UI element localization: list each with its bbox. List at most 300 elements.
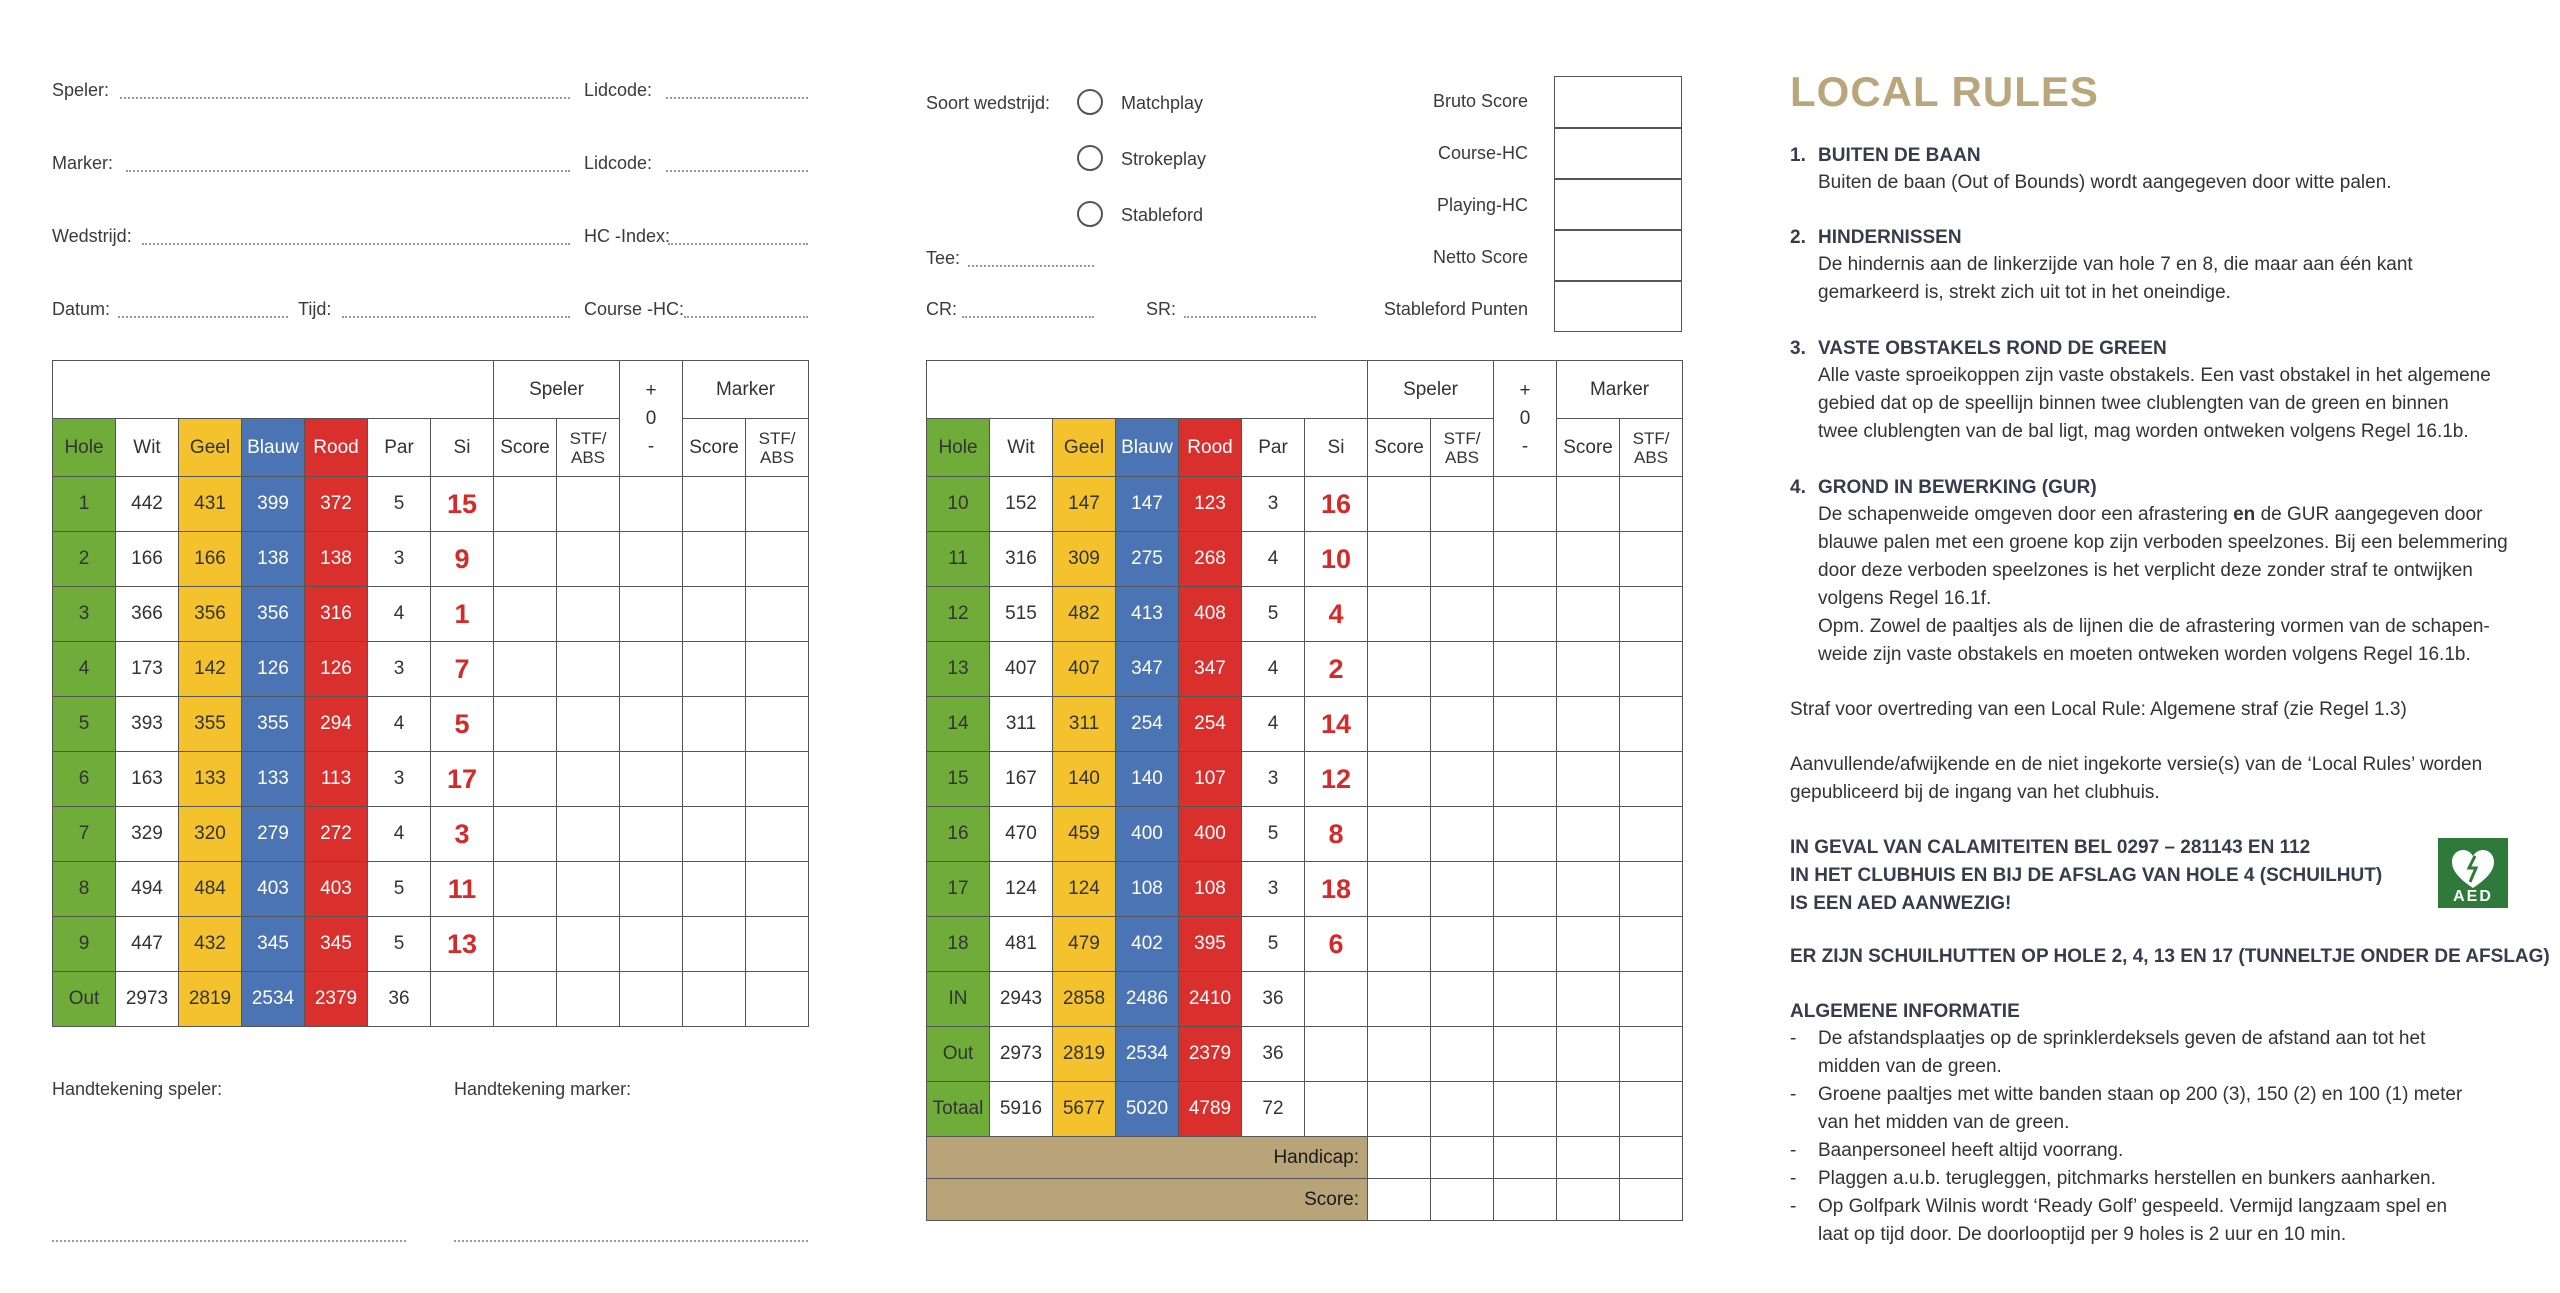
marker-score-cell[interactable] — [683, 697, 746, 752]
blauw-cell: 400 — [1116, 807, 1179, 862]
speler-stf-header: STF/ ABS — [1431, 419, 1494, 477]
rood-cell: 345 — [305, 917, 368, 972]
marker-stf-cell[interactable] — [746, 917, 809, 972]
speler-stf-cell[interactable] — [557, 477, 620, 532]
si-cell: 8 — [1305, 807, 1368, 862]
lidcode-label: Lidcode: — [584, 80, 653, 100]
calamiteiten-line-3: IS EEN AED AANWEZIG! — [1790, 893, 2012, 914]
marker-stf-cell[interactable] — [1620, 917, 1683, 972]
speler-score-cell[interactable] — [1368, 532, 1431, 587]
si-cell: 18 — [1305, 862, 1368, 917]
marker-header: Marker — [683, 361, 809, 419]
marker-header: Marker — [1557, 361, 1683, 419]
speler-stf-cell[interactable] — [557, 972, 620, 1027]
marker-score-cell[interactable] — [683, 862, 746, 917]
si-cell: 6 — [1305, 917, 1368, 972]
wit-cell: 393 — [116, 697, 179, 752]
sr-field[interactable] — [1184, 316, 1316, 318]
marker-score-cell[interactable] — [1557, 862, 1620, 917]
rood-header: Rood — [1179, 419, 1242, 477]
rood-cell: 395 — [1179, 917, 1242, 972]
marker-stf-cell[interactable] — [746, 752, 809, 807]
par-cell: 4 — [368, 807, 431, 862]
speler-score-cell[interactable] — [1368, 642, 1431, 697]
lidcode-marker-label: Lidcode: — [584, 153, 653, 173]
netto-score-label: Netto Score — [1432, 247, 1528, 267]
marker-stf-cell[interactable] — [1620, 807, 1683, 862]
plusminus-cell[interactable] — [1494, 1179, 1557, 1221]
si-cell — [1305, 972, 1368, 1027]
marker-stf-cell[interactable] — [1620, 752, 1683, 807]
bullet-3: Baanpersoneel heeft altijd voorrang. — [1818, 1140, 2124, 1161]
header-blank — [927, 361, 1368, 419]
hole-header: Hole — [927, 419, 990, 477]
speler-stf-cell[interactable] — [1431, 862, 1494, 917]
marker-stf-cell[interactable] — [1620, 697, 1683, 752]
rule-4-line-4: volgens Regel 16.1f. — [1818, 588, 1992, 609]
wedstrijd-field[interactable] — [142, 243, 570, 245]
speler-stf-cell[interactable] — [1431, 972, 1494, 1027]
bullet-2-line-1: Groene paaltjes met witte banden staan op 200 (3), 150 (2) en 100 (1) meter — [1818, 1084, 2463, 1105]
hole-cell: 6 — [53, 752, 116, 807]
marker-stf-cell[interactable] — [746, 862, 809, 917]
blauw-cell: 356 — [242, 587, 305, 642]
speler-header: Speler — [494, 361, 620, 419]
speler-stf-cell[interactable] — [1431, 1082, 1494, 1137]
blauw-header: Blauw — [1116, 419, 1179, 477]
rood-cell: 138 — [305, 532, 368, 587]
marker-stf-cell[interactable] — [1620, 1179, 1683, 1221]
hc-index-field[interactable] — [668, 243, 808, 245]
hole-cell: 18 — [927, 917, 990, 972]
marker-stf-cell[interactable] — [746, 587, 809, 642]
aed-logo — [2438, 838, 2508, 908]
rood-cell: 372 — [305, 477, 368, 532]
bullet-2-line-2: van het midden van de green. — [1818, 1112, 2070, 1133]
stableford-radio[interactable] — [1077, 201, 1103, 227]
blauw-cell: 403 — [242, 862, 305, 917]
speler-stf-cell[interactable] — [1431, 477, 1494, 532]
plusminus-cell[interactable] — [1494, 697, 1557, 752]
table-row — [53, 917, 809, 972]
geel-cell: 431 — [179, 477, 242, 532]
plusminus-cell[interactable] — [620, 477, 683, 532]
speler-score-cell[interactable] — [1368, 697, 1431, 752]
plusminus-cell[interactable] — [620, 972, 683, 1027]
marker-stf-cell[interactable] — [1620, 1082, 1683, 1137]
marker-stf-cell[interactable] — [1620, 862, 1683, 917]
rood-cell: 268 — [1179, 532, 1242, 587]
calamiteiten-line-1: IN GEVAL VAN CALAMITEITEN BEL 0297 – 281143 EN 112 — [1790, 837, 2311, 858]
plusminus-cell[interactable] — [620, 697, 683, 752]
par-cell: 3 — [368, 532, 431, 587]
wit-cell: 329 — [116, 807, 179, 862]
rood-header: Rood — [305, 419, 368, 477]
speler-stf-cell[interactable] — [557, 642, 620, 697]
speler-field[interactable] — [120, 97, 570, 99]
speler-score-cell[interactable] — [1368, 972, 1431, 1027]
signature-speler-field[interactable] — [52, 1240, 406, 1242]
marker-field[interactable] — [126, 170, 570, 172]
speler-stf-cell[interactable] — [557, 697, 620, 752]
bullet-5-line-2: laat op tijd door. De doorlooptijd per 9 holes is 2 uur en 10 min. — [1818, 1224, 2347, 1245]
marker-score-cell[interactable] — [683, 532, 746, 587]
speler-stf-cell[interactable] — [1431, 1027, 1494, 1082]
geel-cell: 407 — [1053, 642, 1116, 697]
speler-score-cell[interactable] — [1368, 862, 1431, 917]
plusminus-cell[interactable] — [620, 917, 683, 972]
plusminus-cell[interactable] — [620, 807, 683, 862]
tee-field[interactable] — [968, 265, 1094, 267]
si-cell: 9 — [431, 532, 494, 587]
wit-cell: 481 — [990, 917, 1053, 972]
marker-stf-cell[interactable] — [1620, 642, 1683, 697]
marker-score-cell[interactable] — [1557, 1027, 1620, 1082]
marker-stf-header: STF/ ABS — [746, 419, 809, 477]
geel-cell: 142 — [179, 642, 242, 697]
rule-3-line-1: Alle vaste sproeikoppen zijn vaste obstakels. Een vast obstakel in het algemene — [1818, 365, 2491, 386]
course-hc-field[interactable] — [684, 316, 808, 318]
speler-score-cell[interactable] — [1368, 587, 1431, 642]
par-cell: 36 — [1242, 1027, 1305, 1082]
marker-score-cell[interactable] — [683, 752, 746, 807]
speler-score-cell[interactable] — [494, 917, 557, 972]
marker-stf-cell[interactable] — [1620, 1027, 1683, 1082]
speler-stf-cell[interactable] — [557, 807, 620, 862]
speler-stf-cell[interactable] — [557, 752, 620, 807]
wit-cell: 2943 — [990, 972, 1053, 1027]
speler-score-header: Score — [1368, 419, 1431, 477]
table-row — [53, 862, 809, 917]
speler-score-cell[interactable] — [1368, 917, 1431, 972]
rood-cell: 294 — [305, 697, 368, 752]
rule-4-line-6: weide zijn vaste obstakels en moeten ontweken worden volgens Regel 16.1b. — [1818, 644, 2471, 665]
bullet-5-line-1: Op Golfpark Wilnis wordt ‘Ready Golf’ gespeeld. Vermijd langzaam spel en — [1818, 1196, 2448, 1217]
marker-score-cell[interactable] — [683, 917, 746, 972]
marker-score-cell[interactable] — [1557, 1179, 1620, 1221]
speler-score-cell[interactable] — [1368, 1082, 1431, 1137]
signature-marker-field[interactable] — [454, 1240, 808, 1242]
marker-score-cell[interactable] — [1557, 1137, 1620, 1179]
marker-score-cell[interactable] — [1557, 532, 1620, 587]
rood-cell: 2379 — [1179, 1027, 1242, 1082]
plusminus-cell[interactable] — [620, 587, 683, 642]
marker-stf-cell[interactable] — [1620, 1137, 1683, 1179]
speler-score-cell[interactable] — [1368, 477, 1431, 532]
total-row — [927, 972, 1683, 1027]
speler-stf-cell[interactable] — [1431, 752, 1494, 807]
bruto-score-box[interactable] — [1554, 76, 1682, 129]
back-nine-table — [926, 360, 1683, 1221]
si-cell — [431, 972, 494, 1027]
marker-score-cell[interactable] — [1557, 477, 1620, 532]
speler-score-cell[interactable] — [494, 972, 557, 1027]
geel-cell: 355 — [179, 697, 242, 752]
plusminus-cell[interactable] — [1494, 642, 1557, 697]
speler-score-cell[interactable] — [1368, 1027, 1431, 1082]
si-cell: 4 — [1305, 587, 1368, 642]
marker-score-cell[interactable] — [1557, 697, 1620, 752]
rule-3-number: 3. — [1790, 338, 1806, 359]
bullet-dash: - — [1790, 1168, 1797, 1189]
plusminus-cell[interactable] — [620, 862, 683, 917]
blauw-cell: 347 — [1116, 642, 1179, 697]
par-cell: 3 — [1242, 862, 1305, 917]
rule-3-line-3: twee clublengten van de bal ligt, mag worden ontweken volgens Regel 16.1b. — [1818, 421, 2469, 442]
marker-stf-cell[interactable] — [746, 642, 809, 697]
speler-score-cell[interactable] — [494, 807, 557, 862]
marker-score-cell[interactable] — [683, 972, 746, 1027]
bullet-1-line-2: midden van de green. — [1818, 1056, 2002, 1077]
par-cell: 36 — [368, 972, 431, 1027]
geel-cell: 309 — [1053, 532, 1116, 587]
rule-2-heading: HINDERNISSEN — [1818, 227, 1962, 248]
plusminus-cell[interactable] — [620, 642, 683, 697]
par-cell: 4 — [1242, 532, 1305, 587]
par-cell: 36 — [1242, 972, 1305, 1027]
hole-cell: 8 — [53, 862, 116, 917]
hole-cell: 7 — [53, 807, 116, 862]
si-cell: 10 — [1305, 532, 1368, 587]
si-cell: 2 — [1305, 642, 1368, 697]
speler-stf-cell[interactable] — [557, 862, 620, 917]
wit-cell: 316 — [990, 532, 1053, 587]
plusminus-cell[interactable] — [1494, 587, 1557, 642]
soort-wedstrijd-label: Soort wedstrijd: — [926, 93, 1051, 113]
plusminus-cell[interactable] — [1494, 752, 1557, 807]
wit-cell: 152 — [990, 477, 1053, 532]
par-cell: 4 — [368, 587, 431, 642]
si-cell: 17 — [431, 752, 494, 807]
par-header: Par — [1242, 419, 1305, 477]
speler-stf-cell[interactable] — [1431, 917, 1494, 972]
rood-cell: 2410 — [1179, 972, 1242, 1027]
blauw-cell: 275 — [1116, 532, 1179, 587]
wit-cell: 515 — [990, 587, 1053, 642]
blauw-cell: 140 — [1116, 752, 1179, 807]
si-cell — [1305, 1027, 1368, 1082]
si-cell: 14 — [1305, 697, 1368, 752]
speler-stf-cell[interactable] — [1431, 587, 1494, 642]
speler-stf-cell[interactable] — [557, 587, 620, 642]
marker-stf-cell[interactable] — [746, 697, 809, 752]
rood-cell: 403 — [305, 862, 368, 917]
marker-score-cell[interactable] — [1557, 642, 1620, 697]
plusminus-cell[interactable] — [1494, 532, 1557, 587]
hole-cell: 3 — [53, 587, 116, 642]
strokeplay-label: Strokeplay — [1121, 149, 1207, 169]
rule-3-line-2: gebied dat op de speellijn binnen twee clublengten van de green en binnen — [1818, 393, 2449, 414]
speler-score-cell[interactable] — [494, 477, 557, 532]
signature-speler-label: Handtekening speler: — [52, 1079, 223, 1099]
stableford-punten-label: Stableford Punten — [1383, 299, 1528, 319]
marker-stf-cell[interactable] — [746, 477, 809, 532]
speler-score-cell[interactable] — [494, 587, 557, 642]
si-cell: 13 — [431, 917, 494, 972]
marker-score-cell[interactable] — [1557, 917, 1620, 972]
blauw-cell: 108 — [1116, 862, 1179, 917]
bruto-score-label: Bruto Score — [1432, 91, 1528, 111]
si-cell: 11 — [431, 862, 494, 917]
speler-score-cell[interactable] — [1368, 807, 1431, 862]
wit-cell: 173 — [116, 642, 179, 697]
playing-hc-label: Playing-HC — [1436, 195, 1528, 215]
tijd-field[interactable] — [342, 316, 570, 318]
marker-stf-cell[interactable] — [746, 807, 809, 862]
par-cell: 72 — [1242, 1082, 1305, 1137]
marker-stf-cell[interactable] — [746, 972, 809, 1027]
aed-label: AED — [2453, 888, 2493, 905]
strokeplay-radio[interactable] — [1077, 145, 1103, 171]
blauw-cell: 355 — [242, 697, 305, 752]
speler-score-cell[interactable] — [1368, 752, 1431, 807]
marker-score-cell[interactable] — [1557, 752, 1620, 807]
wit-cell: 5916 — [990, 1082, 1053, 1137]
si-cell: 1 — [431, 587, 494, 642]
marker-score-cell[interactable] — [683, 587, 746, 642]
rule-1-text: Buiten de baan (Out of Bounds) wordt aangegeven door witte palen. — [1818, 172, 2392, 193]
plusminus-cell[interactable] — [1494, 917, 1557, 972]
course-hc-box[interactable] — [1554, 127, 1682, 180]
marker-stf-cell[interactable] — [746, 532, 809, 587]
netto-score-box[interactable] — [1554, 229, 1682, 282]
blauw-cell: 402 — [1116, 917, 1179, 972]
speler-stf-cell[interactable] — [1431, 532, 1494, 587]
blauw-cell: 138 — [242, 532, 305, 587]
marker-score-cell[interactable] — [683, 477, 746, 532]
speler-score-cell[interactable] — [494, 532, 557, 587]
calamiteiten-line-2: IN HET CLUBHUIS EN BIJ DE AFSLAG VAN HOLE 4 (SCHUILHUT) — [1790, 865, 2383, 886]
course-hc-summary-label: Course-HC — [1437, 143, 1528, 163]
bullet-dash: - — [1790, 1084, 1797, 1105]
marker-stf-cell[interactable] — [1620, 532, 1683, 587]
speler-stf-cell[interactable] — [1431, 642, 1494, 697]
marker-stf-header: STF/ ABS — [1620, 419, 1683, 477]
speler-stf-cell[interactable] — [1431, 1179, 1494, 1221]
stableford-punten-box[interactable] — [1554, 280, 1682, 332]
si-header: Si — [431, 419, 494, 477]
speler-stf-cell[interactable] — [557, 917, 620, 972]
marker-stf-cell[interactable] — [1620, 477, 1683, 532]
rule-4-line-5: Opm. Zowel de paaltjes als de lijnen die de afrastering vormen van de schapen- — [1818, 616, 2490, 637]
hole-cell: Out — [927, 1027, 990, 1082]
table-row — [927, 532, 1683, 587]
wit-header: Wit — [116, 419, 179, 477]
par-cell: 5 — [368, 477, 431, 532]
speler-stf-cell[interactable] — [557, 532, 620, 587]
par-cell: 3 — [368, 642, 431, 697]
bullet-dash: - — [1790, 1196, 1797, 1217]
signature-marker-label: Handtekening marker: — [454, 1079, 632, 1099]
hc-index-label: HC -Index: — [584, 226, 671, 246]
par-cell: 5 — [368, 862, 431, 917]
speler-score-cell[interactable] — [494, 862, 557, 917]
marker-label: Marker: — [52, 153, 114, 173]
course-hc-label: Course -HC: — [584, 299, 685, 319]
score-row — [927, 1179, 1683, 1221]
plusminus-cell[interactable] — [1494, 862, 1557, 917]
si-cell — [1305, 1082, 1368, 1137]
table-row — [53, 697, 809, 752]
plusminus-cell[interactable] — [620, 752, 683, 807]
aanvullende-line-1: Aanvullende/afwijkende en de niet ingekorte versie(s) van de ‘Local Rules’ worden — [1790, 754, 2483, 775]
rood-cell: 123 — [1179, 477, 1242, 532]
plusminus-cell[interactable] — [1494, 477, 1557, 532]
hole-cell: 12 — [927, 587, 990, 642]
marker-score-cell[interactable] — [1557, 807, 1620, 862]
matchplay-radio[interactable] — [1077, 89, 1103, 115]
marker-score-cell[interactable] — [1557, 972, 1620, 1027]
playing-hc-box[interactable] — [1554, 178, 1682, 231]
speler-score-cell[interactable] — [494, 752, 557, 807]
speler-score-cell[interactable] — [1368, 1179, 1431, 1221]
geel-cell: 459 — [1053, 807, 1116, 862]
si-cell: 7 — [431, 642, 494, 697]
par-cell: 4 — [1242, 697, 1305, 752]
speler-score-cell[interactable] — [494, 642, 557, 697]
blauw-cell: 413 — [1116, 587, 1179, 642]
wedstrijd-label: Wedstrijd: — [52, 226, 132, 246]
rood-cell: 347 — [1179, 642, 1242, 697]
handicap-row-label: Handicap: — [927, 1137, 1368, 1179]
plusminus-cell[interactable] — [1494, 807, 1557, 862]
datum-field[interactable] — [118, 316, 288, 318]
table-row — [53, 477, 809, 532]
lidcode-field[interactable] — [666, 97, 808, 99]
wit-cell: 166 — [116, 532, 179, 587]
plus-zero-minus-header: + 0 - — [1494, 361, 1557, 477]
bullet-1-line-1: De afstandsplaatjes op de sprinklerdeksels geven de afstand aan tot het — [1818, 1028, 2426, 1049]
straf-text: Straf voor overtreding van een Local Rule: Algemene straf (zie Regel 1.3) — [1790, 699, 2407, 720]
par-cell: 5 — [1242, 807, 1305, 862]
wit-cell: 167 — [990, 752, 1053, 807]
speler-stf-cell[interactable] — [1431, 807, 1494, 862]
marker-stf-cell[interactable] — [1620, 972, 1683, 1027]
blauw-cell: 254 — [1116, 697, 1179, 752]
rood-cell: 126 — [305, 642, 368, 697]
cr-field[interactable] — [962, 316, 1094, 318]
speler-score-cell[interactable] — [494, 697, 557, 752]
header-blank — [53, 361, 494, 419]
bullet-4: Plaggen a.u.b. terugleggen, pitchmarks herstellen en bunkers aanharken. — [1818, 1168, 2436, 1189]
geel-cell: 133 — [179, 752, 242, 807]
speler-stf-cell[interactable] — [1431, 697, 1494, 752]
plusminus-cell[interactable] — [1494, 972, 1557, 1027]
plusminus-cell[interactable] — [1494, 1082, 1557, 1137]
blauw-cell: 2534 — [1116, 1027, 1179, 1082]
plusminus-cell[interactable] — [620, 532, 683, 587]
rood-cell: 4789 — [1179, 1082, 1242, 1137]
plus-zero-minus-header: + 0 - — [620, 361, 683, 477]
table-row — [927, 752, 1683, 807]
marker-score-cell[interactable] — [1557, 1082, 1620, 1137]
plusminus-cell[interactable] — [1494, 1137, 1557, 1179]
marker-score-cell[interactable] — [683, 642, 746, 697]
rule-1-heading: BUITEN DE BAAN — [1818, 145, 1981, 166]
lidcode-marker-field[interactable] — [666, 170, 808, 172]
si-cell: 5 — [431, 697, 494, 752]
speler-score-cell[interactable] — [1368, 1137, 1431, 1179]
plusminus-cell[interactable] — [1494, 1027, 1557, 1082]
rule-2-number: 2. — [1790, 227, 1806, 248]
marker-stf-cell[interactable] — [1620, 587, 1683, 642]
speler-stf-cell[interactable] — [1431, 1137, 1494, 1179]
marker-score-cell[interactable] — [683, 807, 746, 862]
blauw-cell: 147 — [1116, 477, 1179, 532]
speler-stf-header: STF/ ABS — [557, 419, 620, 477]
geel-cell: 2819 — [179, 972, 242, 1027]
marker-score-cell[interactable] — [1557, 587, 1620, 642]
